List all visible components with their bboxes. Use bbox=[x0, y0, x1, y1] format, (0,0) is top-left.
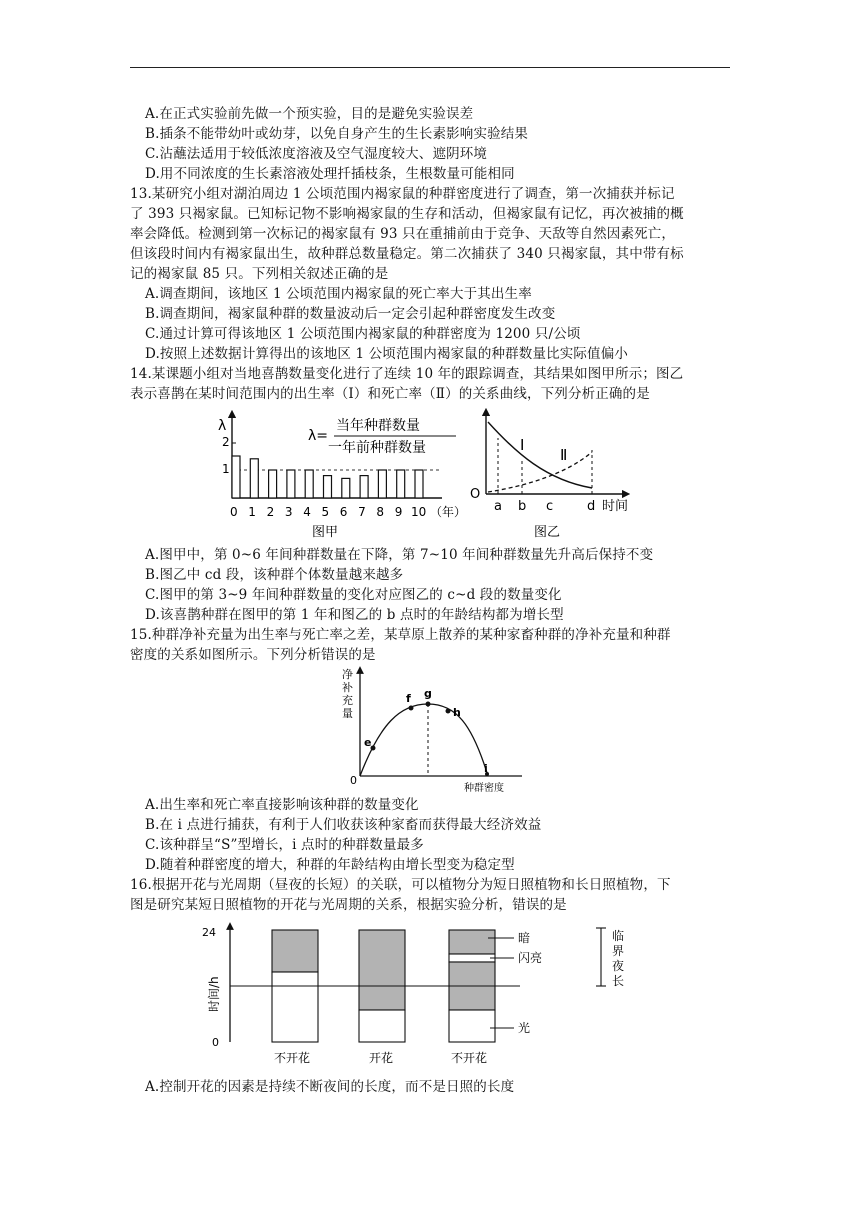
figure-a-y-label: λ bbox=[218, 418, 227, 434]
figure-a-y-tick-2: 2 bbox=[222, 435, 230, 449]
lambda-bar-year-7 bbox=[360, 476, 368, 498]
lambda-x-tick-0: 0 bbox=[230, 505, 238, 519]
lambda-x-tick-9: 9 bbox=[394, 505, 403, 519]
q12-option-a: A.在正式实验前先做一个预实验，目的是避免实验误差 bbox=[145, 106, 474, 122]
critical-night-char-2: 界 bbox=[612, 944, 625, 958]
lambda-x-tick-4: 4 bbox=[303, 505, 311, 519]
figure-b-birth-death-chart bbox=[466, 408, 636, 542]
q12-option-d: D.用不同浓度的生长素溶液处理扦插枝条，生根数量可能相同 bbox=[145, 166, 515, 182]
q13-stem-line-1: 13.某研究小组对湖泊周边 1 公顷范围内褐家鼠的种群密度进行了调查，第一次捕获并标记 bbox=[130, 186, 675, 202]
q14-option-b: B.图乙中 cd 段，该种群个体数量越来越多 bbox=[145, 567, 404, 583]
figure-b-x-tick-a: a bbox=[494, 499, 502, 514]
curve-birth-rate bbox=[488, 422, 592, 488]
q13-stem-line-2: 了 393 只褐家鼠。已知标记物不影响褐家鼠的生存和活动，但褐家鼠有记忆，再次被捕的概 bbox=[130, 206, 684, 222]
y-label-char-3: 充 bbox=[342, 694, 353, 707]
curve-death-rate bbox=[488, 452, 592, 492]
lambda-x-tick-8: 8 bbox=[376, 505, 385, 519]
q16-stem-line-2: 图是研究某短日照植物的开花与光周期的关系，根据实验分析，错误的是 bbox=[130, 897, 567, 913]
q12-option-b: B.插条不能带幼叶或幼芽，以免自身产生的生长素影响实验结果 bbox=[145, 126, 529, 142]
critical-night-char-1: 临 bbox=[612, 929, 625, 943]
y-label-char-2: 补 bbox=[342, 681, 353, 694]
critical-night-char-3: 夜 bbox=[612, 959, 625, 973]
q14-option-a: A.图甲中，第 0~6 年间种群数量在下降，第 7~10 年间种群数量先升高后保持不变 bbox=[145, 547, 654, 563]
lambda-x-tick-5: 5 bbox=[321, 505, 330, 519]
lambda-x-tick-2: 2 bbox=[266, 505, 275, 519]
q13-stem-line-3: 率会降低。检测到第一次标记的褐家鼠有 93 只在重捕前由于竞争、天敌等自然因素死亡， bbox=[130, 226, 676, 242]
q13-option-d: D.按照上述数据计算得出的该地区 1 公顷范围内褐家鼠的种群数量比实际值偏小 bbox=[145, 346, 629, 362]
q14-stem-line-1: 14.某课题小组对当地喜鹊数量变化进行了连续 10 年的跟踪调查，其结果如图甲所示；图乙 bbox=[130, 366, 684, 382]
q15-option-a: A.出生率和死亡率直接影响该种群的数量变化 bbox=[145, 797, 419, 813]
bar-3-flash bbox=[449, 954, 495, 962]
bar-3-light bbox=[449, 1010, 495, 1042]
legend-dark: 暗 bbox=[518, 931, 531, 945]
figure-a-formula-numerator: 当年种群数量 bbox=[336, 418, 420, 434]
bar-2-light bbox=[359, 1010, 405, 1042]
q15-stem-line-2: 密度的关系如图所示。下列分析错误的是 bbox=[130, 647, 376, 663]
figure-a-caption: 图甲 bbox=[312, 525, 339, 540]
figure-b-x-tick-d: d bbox=[587, 499, 596, 514]
y-label-char-4: 量 bbox=[342, 707, 353, 720]
figure-a-formula-prefix: λ= bbox=[308, 428, 329, 444]
figure-b-x-label: 时间 bbox=[602, 499, 629, 514]
lambda-bar-year-0 bbox=[232, 456, 240, 498]
q13-option-a: A.调查期间，该地区 1 公顷范围内褐家鼠的死亡率大于其出生率 bbox=[145, 286, 532, 302]
q15-option-b: B.在 i 点进行捕获，有利于人们收获该种家畜而获得最大经济效益 bbox=[145, 817, 542, 833]
bar-1-dark bbox=[272, 930, 318, 972]
point-e: e bbox=[364, 736, 372, 749]
figure-a-formula-denominator: 一年前种群数量 bbox=[328, 440, 426, 456]
figure-a-y-tick-1: 1 bbox=[222, 462, 230, 476]
figure-b-curve-1-label: Ⅰ bbox=[520, 436, 525, 454]
q16-stem-line-1: 16.根据开花与光周期（昼夜的长短）的关联，可以植物分为短日照植物和长日照植物，下 bbox=[130, 877, 671, 893]
point-f: f bbox=[406, 692, 411, 705]
figure-b-x-tick-b: b bbox=[518, 499, 527, 514]
x-label: 种群密度 bbox=[464, 783, 504, 794]
bar-3-dark-upper bbox=[449, 930, 495, 954]
bar-3-label: 不开花 bbox=[451, 1051, 488, 1065]
legend-light: 光 bbox=[518, 1021, 531, 1035]
q13-stem-line-4: 但该段时间内有褐家鼠出生，故种群总数量稳定。第二次捕获了 340 只褐家鼠，其中带有标 bbox=[130, 246, 684, 262]
y-top-label: 24 bbox=[202, 926, 216, 939]
bar-1-label: 不开花 bbox=[274, 1051, 311, 1065]
figure-net-recruitment bbox=[330, 664, 530, 796]
legend-flash: 闪亮 bbox=[518, 951, 543, 965]
bar-1-light bbox=[272, 972, 318, 1042]
header-rule bbox=[130, 67, 730, 68]
figure-b-caption: 图乙 bbox=[534, 525, 561, 540]
figure-b-curve-2-label: Ⅱ bbox=[560, 446, 568, 464]
q15-option-d: D.随着种群密度的增大，种群的年龄结构由增长型变为稳定型 bbox=[145, 857, 515, 873]
lambda-bar-year-10 bbox=[415, 470, 423, 498]
q15-option-c: C.该种群呈“S”型增长，i 点时的种群数量最多 bbox=[145, 837, 424, 853]
q13-option-c: C.通过计算可得该地区 1 公顷范围内褐家鼠的种群密度为 1200 只/公顷 bbox=[145, 326, 581, 342]
y-axis-label: 时间/h bbox=[207, 976, 221, 1012]
point-i: i bbox=[484, 762, 488, 775]
y-label-char-1: 净 bbox=[342, 668, 353, 681]
lambda-bar-year-9 bbox=[397, 470, 405, 498]
point-h: h bbox=[453, 706, 461, 719]
figure-b-x-tick-c: c bbox=[546, 499, 554, 514]
lambda-x-tick-1: 1 bbox=[248, 505, 256, 519]
figure-b-origin: O bbox=[470, 487, 481, 502]
lambda-bar-year-2 bbox=[269, 470, 277, 498]
critical-night-char-4: 长 bbox=[612, 974, 625, 988]
lambda-x-tick-6: 6 bbox=[339, 505, 348, 519]
point-g: g bbox=[424, 687, 432, 700]
q14-stem-line-2: 表示喜鹊在某时间范围内的出生率（Ⅰ）和死亡率（Ⅱ）的关系曲线，下列分析正确的是 bbox=[130, 386, 650, 402]
lambda-bar-year-5 bbox=[324, 476, 332, 498]
lambda-bar-year-4 bbox=[305, 470, 313, 498]
lambda-bar-year-1 bbox=[250, 459, 258, 498]
figure-a-lambda-chart bbox=[212, 408, 474, 542]
y-bottom-label: 0 bbox=[212, 1036, 219, 1049]
q14-option-d: D.该喜鹊种群在图甲的第 1 年和图乙的 b 点时的年龄结构都为增长型 bbox=[145, 607, 564, 623]
bar-2-label: 开花 bbox=[369, 1051, 394, 1065]
figure-a-x-unit: （年） bbox=[430, 505, 467, 519]
q14-option-c: C.图甲的第 3~9 年间种群数量的变化对应图乙的 c~d 段的数量变化 bbox=[145, 587, 562, 603]
q12-option-c: C.沾蘸法适用于较低浓度溶液及空气湿度较大、遮阴环境 bbox=[145, 146, 488, 162]
q13-stem-line-5: 记的褐家鼠 85 只。下列相关叙述正确的是 bbox=[130, 266, 389, 282]
lambda-x-tick-3: 3 bbox=[284, 505, 293, 519]
lambda-x-tick-10: 10 bbox=[411, 505, 427, 519]
lambda-bar-year-3 bbox=[287, 470, 295, 498]
lambda-bar-year-6 bbox=[342, 478, 350, 498]
bar-2-dark bbox=[359, 930, 405, 1010]
q16-option-a: A.控制开花的因素是持续不断夜间的长度，而不是日照的长度 bbox=[145, 1079, 515, 1095]
lambda-x-tick-7: 7 bbox=[358, 505, 366, 519]
lambda-bar-year-8 bbox=[378, 470, 386, 498]
recruitment-curve bbox=[360, 704, 488, 776]
q13-option-b: B.调查期间，褐家鼠种群的数量波动后一定会引起种群密度发生改变 bbox=[145, 306, 556, 322]
origin-label: 0 bbox=[350, 774, 357, 787]
q15-stem-line-1: 15.种群净补充量为出生率与死亡率之差，某草原上散养的某种家畜种群的净补充量和种群 bbox=[130, 627, 671, 643]
figure-photoperiod bbox=[198, 920, 638, 1070]
figure-a-x-ticks bbox=[230, 505, 426, 519]
figure-a-bars bbox=[232, 456, 423, 498]
